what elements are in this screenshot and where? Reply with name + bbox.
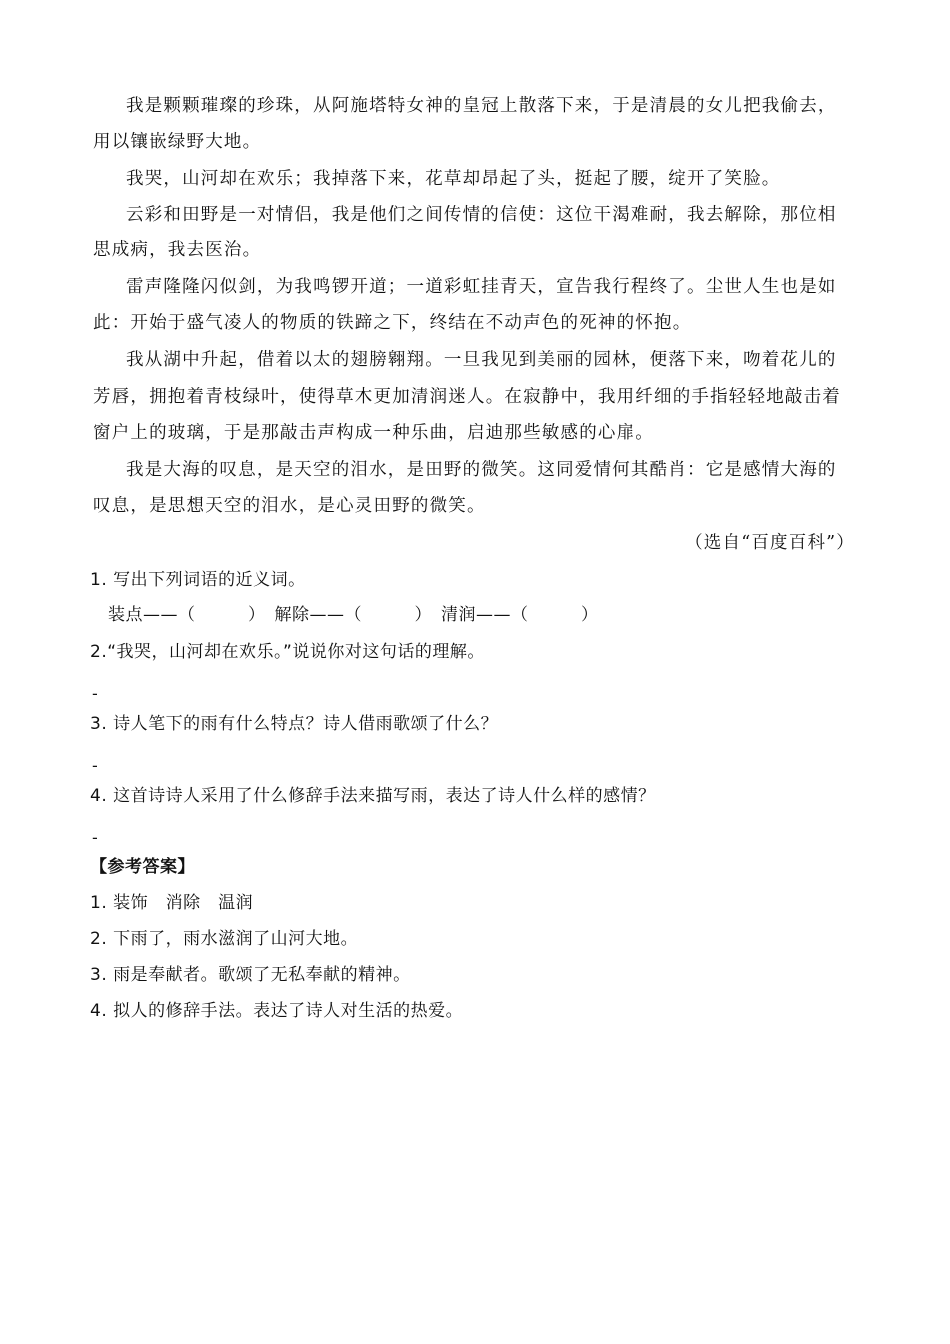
passage-line: 叹息，是思想天空的泪水，是心灵田野的微笑。 bbox=[93, 496, 486, 516]
answers-heading: 【参考答案】 bbox=[90, 857, 195, 877]
passage-line: 此：开始于盛气凌人的物质的铁蹄之下，终结在不动声色的死神的怀抱。 bbox=[93, 313, 692, 333]
answer-blank: - bbox=[92, 756, 98, 775]
question-2: 2.“我哭，山河却在欢乐。”说说你对这句话的理解。 bbox=[90, 642, 485, 662]
answer-2: 2. 下雨了，雨水滋润了山河大地。 bbox=[90, 929, 359, 949]
question-3: 3. 诗人笔下的雨有什么特点？诗人借雨歌颂了什么？ bbox=[90, 714, 499, 734]
passage-line: 我从湖中升起，借着以太的翅膀翱翔。一旦我见到美丽的园林，便落下来，吻着花儿的 bbox=[126, 350, 837, 370]
source-citation: （选自“百度百科”） bbox=[685, 533, 855, 553]
passage-line: 用以镶嵌绿野大地。 bbox=[93, 132, 262, 152]
answer-blank: - bbox=[92, 684, 98, 703]
answer-4: 4. 拟人的修辞手法。表达了诗人对生活的热爱。 bbox=[90, 1001, 464, 1021]
passage-line: 我是颗颗璀璨的珍珠，从阿施塔特女神的皇冠上散落下来，于是清晨的女儿把我偷去， bbox=[126, 96, 837, 116]
answer-blank: - bbox=[92, 828, 98, 847]
passage-line: 我哭，山河却在欢乐；我掉落下来，花草却昂起了头，挺起了腰，绽开了笑脸。 bbox=[126, 169, 781, 189]
passage-line: 我是大海的叹息，是天空的泪水，是田野的微笑。这同爱情何其酷肖：它是感情大海的 bbox=[126, 460, 837, 480]
passage-line: 芳唇，拥抱着青枝绿叶，使得草木更加清润迷人。在寂静中，我用纤细的手指轻轻地敲击着 bbox=[93, 387, 841, 407]
passage-line: 雷声隆隆闪似剑，为我鸣锣开道；一道彩虹挂青天，宣告我行程终了。尘世人生也是如 bbox=[126, 277, 837, 297]
question-4: 4. 这首诗诗人采用了什么修辞手法来描写雨，表达了诗人什么样的感情？ bbox=[90, 786, 656, 806]
passage-line: 思成病，我去医治。 bbox=[93, 240, 262, 260]
answer-1: 1. 装饰 消除 温润 bbox=[90, 893, 254, 913]
passage-line: 窗户上的玻璃，于是那敲击声构成一种乐曲，启迪那些敏感的心扉。 bbox=[93, 423, 654, 443]
answer-3: 3. 雨是奉献者。歌颂了无私奉献的精神。 bbox=[90, 965, 411, 985]
passage-line: 云彩和田野是一对情侣，我是他们之间传情的信使：这位干渴难耐，我去解除，那位相 bbox=[126, 205, 837, 225]
question-1: 1. 写出下列词语的近义词。 bbox=[90, 570, 306, 590]
question-1-items: 装点——（ ） 解除——（ ） 清润——（ ） bbox=[108, 605, 599, 625]
